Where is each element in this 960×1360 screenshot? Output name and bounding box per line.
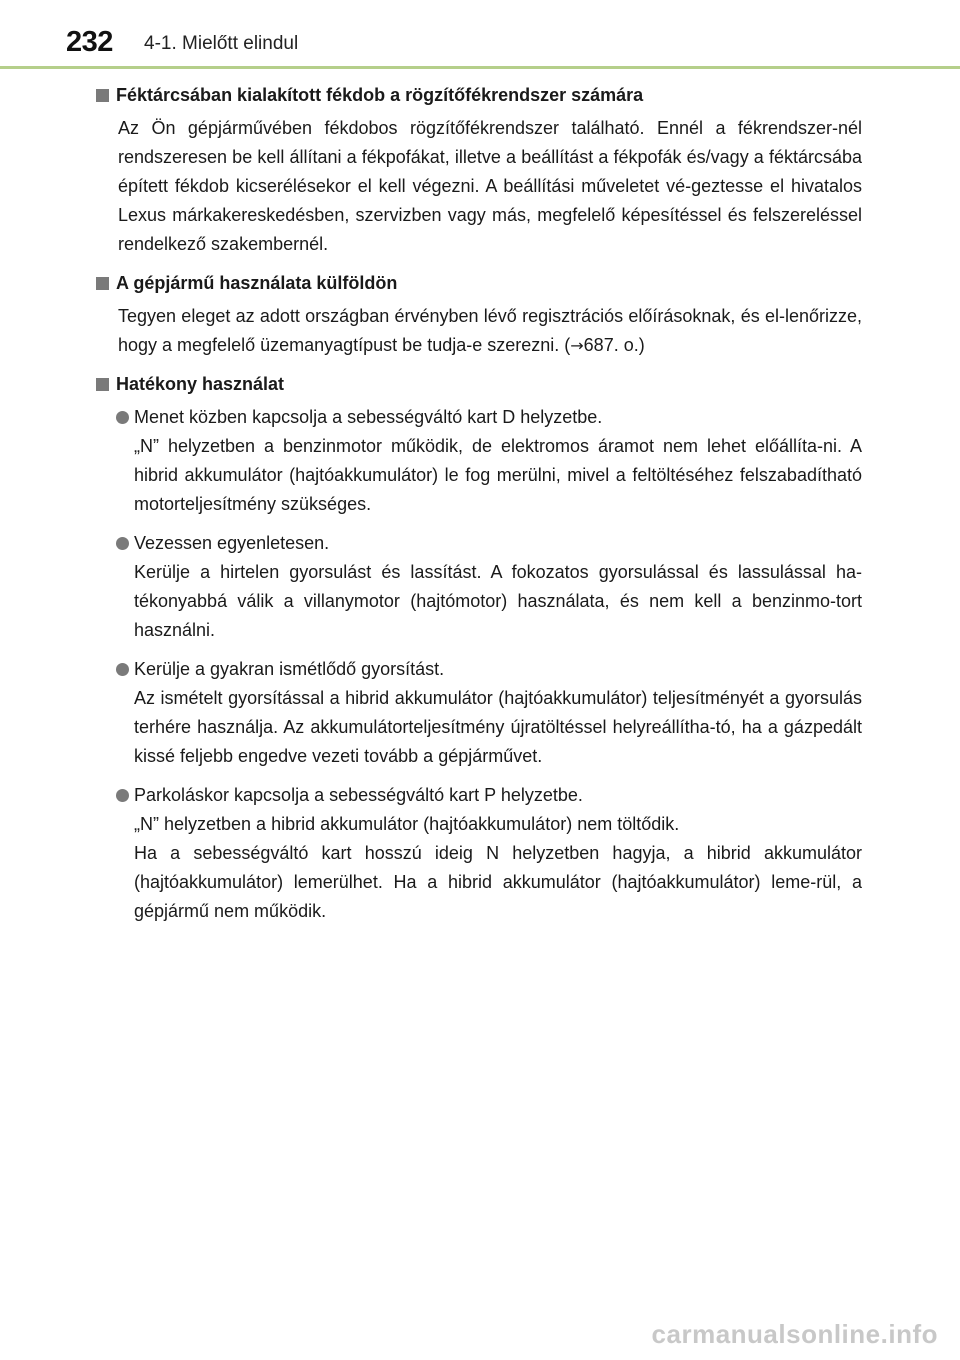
- bullet-lead: Kerülje a gyakran ismétlődő gyorsítást.: [134, 659, 445, 679]
- section-heading-text: Hatékony használat: [116, 374, 285, 394]
- bullet-body: Kerülje a hirtelen gyorsulást és lassítást. A fokozatos gyorsulással és lassulással ha-tékonyabbá válik a villanymotor (hajtómotor) használata, és nem kell a benzinmo-tort használni.: [134, 562, 862, 640]
- section-efficient-use: [96, 371, 862, 926]
- bullet-lead: Vezessen egyenletesen.: [134, 533, 330, 553]
- bullet-body: Az ismételt gyorsítással a hibrid akkumulátor (hajtóakkumulátor) teljesítményét a gyorsulás terhére használja. Az akkumulátorteljesítmény újratöltéssel helyreállítha-tó, ha a gázpedált kissé feljebb engedve vezeti tovább a gépjárművet.: [134, 688, 862, 766]
- bullet-body: Ha a sebességváltó kart hosszú ideig N helyzetben hagyja, a hibrid akkumulátor (hajtóakkumulátor) lemerülhet. Ha a hibrid akkumulátor (hajtóakkumulátor) leme-rül, a gépjármű nem működik.: [134, 843, 862, 921]
- list-item: [96, 403, 862, 519]
- section-brake-drum: [96, 82, 862, 259]
- page-number: 232: [66, 26, 113, 58]
- circle-bullet-icon: [116, 411, 129, 424]
- section-title: 4-1. Mielőtt elindul: [144, 33, 299, 54]
- page-content: [96, 82, 862, 937]
- circle-bullet-icon: [116, 663, 129, 676]
- bullet-body: „N” helyzetben a benzinmotor működik, de elektromos áramot nem lehet előállíta-ni. A hibrid akkumulátor (hajtóakkumulátor) le fog merülni, mivel a feltöltéséhez felszabadítható motorteljesítmény szükséges.: [134, 436, 862, 514]
- page-header: [0, 0, 960, 70]
- header-divider: [0, 66, 960, 69]
- section-heading-text: A gépjármű használata külföldön: [116, 273, 398, 293]
- bullet-lead: Menet közben kapcsolja a sebességváltó kart D helyzetbe.: [134, 407, 603, 427]
- section-paragraph: [118, 302, 862, 360]
- section-paragraph: Az Ön gépjárművében fékdobos rögzítőfékrendszer található. Ennél a fékrendszer-nél rendszeresen be kell állítani a fékpofákat, illetve a beállítást a fékpofák és/vagy a féktárcsába épített fékdob kicserélésekor el kell végezni. A beállítási műveletet vé-geztesse el hivatalos Lexus márkakereskedésben, szervizben vagy más, megfelelő képesítéssel és felszereléssel rendelkező szakembernél.: [118, 118, 862, 254]
- list-item: [96, 655, 862, 771]
- bullet-lead: Parkoláskor kapcsolja a sebességváltó kart P helyzetbe.: [134, 785, 583, 805]
- page-reference-link[interactable]: 687. o.): [583, 335, 645, 355]
- section-heading: [96, 371, 862, 397]
- square-bullet-icon: [96, 89, 109, 102]
- square-bullet-icon: [96, 378, 109, 391]
- watermark: carmanualsonline.info: [651, 1319, 938, 1349]
- section-heading-text: Féktárcsában kialakított fékdob a rögzítőfékrendszer számára: [116, 85, 644, 105]
- section-abroad: [96, 270, 862, 360]
- list-item: [96, 781, 862, 926]
- arrow-right-icon: →: [570, 336, 584, 355]
- square-bullet-icon: [96, 277, 109, 290]
- section-heading: [96, 270, 862, 296]
- circle-bullet-icon: [116, 789, 129, 802]
- circle-bullet-icon: [116, 537, 129, 550]
- section-heading: [96, 82, 862, 108]
- paragraph-text: Tegyen eleget az adott országban érvényben lévő regisztrációs előírásoknak, és el-lenőrizze, hogy a megfelelő üzemanyagtípust be tudja-e szerezni. (: [118, 306, 862, 355]
- list-item: [96, 529, 862, 645]
- bullet-body: „N” helyzetben a hibrid akkumulátor (hajtóakkumulátor) nem töltődik.: [134, 814, 680, 834]
